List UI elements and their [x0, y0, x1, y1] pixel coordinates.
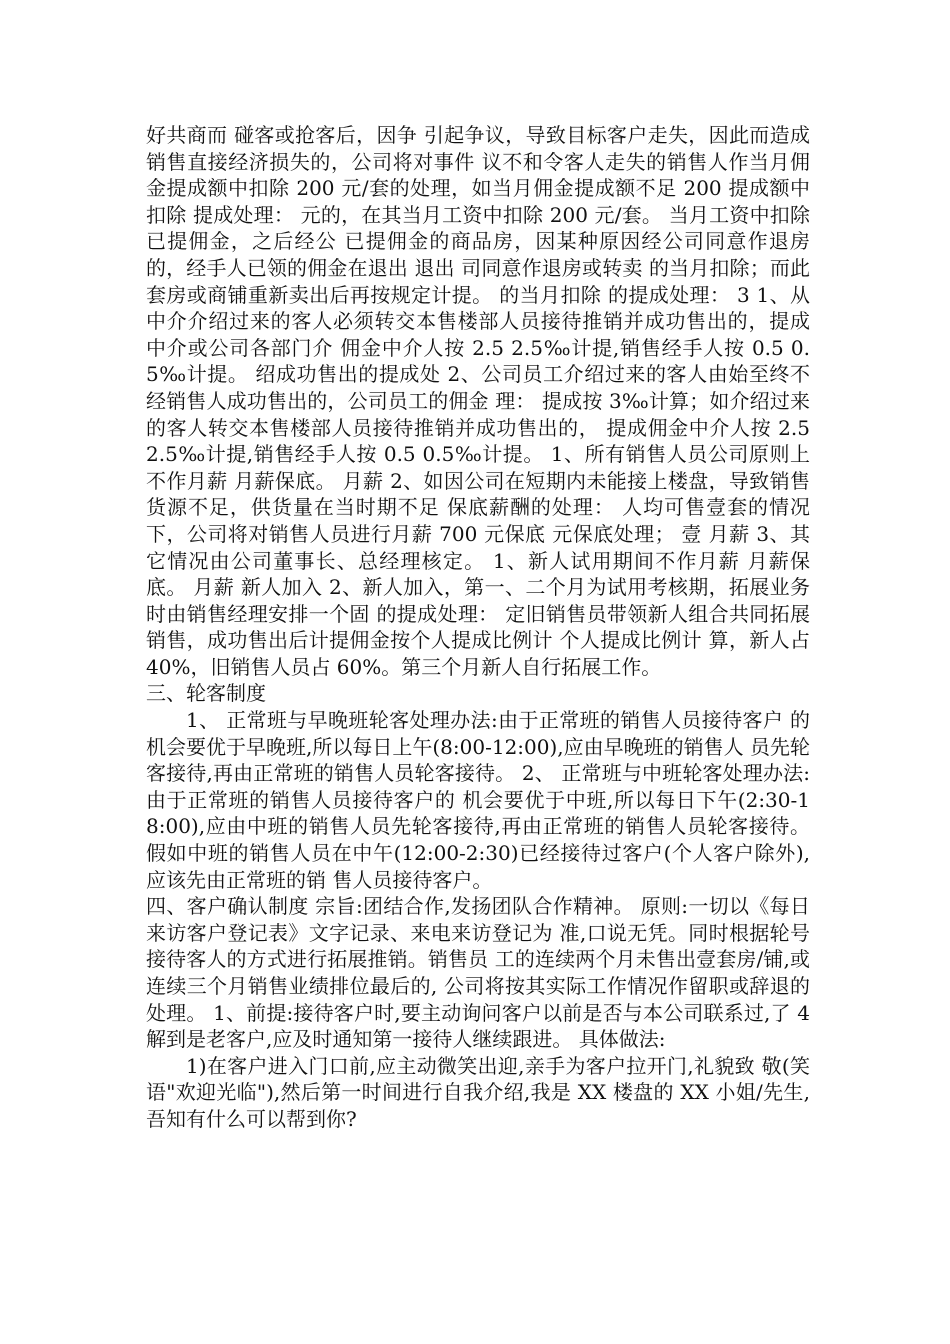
body-paragraph-client-confirmation: 四、客户确认制度 宗旨:团结合作,发扬团队合作精神。 原则:一切以《每日来访客户登记表》文字记录、来电来访登记为 准,口说无凭。同时根据轮号接待客人的方式进行拓展推销。销售员 工的连续两个月未售出壹套房/铺,或连续三个月销售业绩排位最后的, 公司将按其实际工作情况作留职或辞退的处理。 1、前提:接待客户时,要主动询问客户以前是否与本公司联系过,了 4 解到是老客户,应及时通知第一接待人继续跟进。 具体做法: [146, 894, 810, 1052]
body-paragraph-greeting-procedure: 1)在客户进入门口前,应主动微笑出迎,亲手为客户拉开门,礼貌致 敬(笑语"欢迎光临"),然后第一时间进行自我介绍,我是 XX 楼盘的 XX 小姐/先生,吾知有什么可以帮到你? [146, 1053, 810, 1131]
body-paragraph-commission-rules: 好共商而 碰客或抢客后，因争 引起争议，导致目标客户走失，因此而造成销售直接经济损失的，公司将对事件 议不和令客人走失的销售人作当月佣金提成额中扣除 200 元/套的处理，如当月佣金提成额不足 200 提成额中扣除 提成处理： 元的，在其当月工资中扣除 200 元/套。 当月工资中扣除 已提佣金，之后经公 已提佣金的商品房，因某种原因经公司同意作退房的，经手人已领的佣金在退出 退出 司同意作退房或转卖 的当月扣除；而此套房或商铺重新卖出后再按规定计提。 的当月扣除 的提成处理： 3 1、从中介介绍过来的客人必须转交本售楼部人员接待推销并成功售出的，提成 中介或公司各部门介 佣金中介人按 2.5 2.5‰计提,销售经手人按 0.5 0.5‰计提。 绍成功售出的提成处 2、公司员工介绍过来的客人由始至终不经销售人成功售出的，公司员工的佣金 理： 提成按 3‰计算；如介绍过来的客人转交本售楼部人员接待推销并成功售出的， 提成佣金中介人按 2.5 2.5‰计提,销售经手人按 0.5 0.5‰计提。 1、所有销售人员公司原则上不作月薪 月薪保底。 月薪 2、如因公司在短期内未能接上楼盘，导致销售货源不足，供货量在当时期不足 保底薪酬的处理： 人均可售壹套的情况下，公司将对销售人员进行月薪 700 元保底 元保底处理； 壹 月薪 3、其它情况由公司董事长、总经理核定。 1、新人试用期间不作月薪 月薪保底。 月薪 新人加入 2、新人加入，第一、二个月为试用考核期，拓展业务时由销售经理安排一个固 的提成处理： 定旧销售员带领新人组合共同拓展销售，成功售出后计提佣金按个人提成比例计 个人提成比例计 算，新人占 40%，旧销售人员占 60%。第三个月新人自行拓展工作。 [146, 123, 810, 679]
body-paragraph-rotation-rules: 1、 正常班与早晚班轮客处理办法:由于正常班的销售人员接待客户 的机会要优于早晚班,所以每日上午(8:00-12:00),应由早晚班的销售人 员先轮客接待,再由正常班的销售人员轮客接待。 2、 正常班与中班轮客处理办法:由于正常班的销售人员接待客户的 机会要优于中班,所以每日下午(2:30-18:00),应由中班的销售人员先轮客接待,再由正常班的销售人员轮客接待。假如中班的销售人员在中午(12:00-2:30)已经接待过客户(个人客户除外),应该先由正常班的销 售人员接待客户。 [146, 708, 810, 892]
document-page [146, 122, 810, 1133]
section-heading-rotation-system: 三、轮客制度 [146, 681, 266, 706]
